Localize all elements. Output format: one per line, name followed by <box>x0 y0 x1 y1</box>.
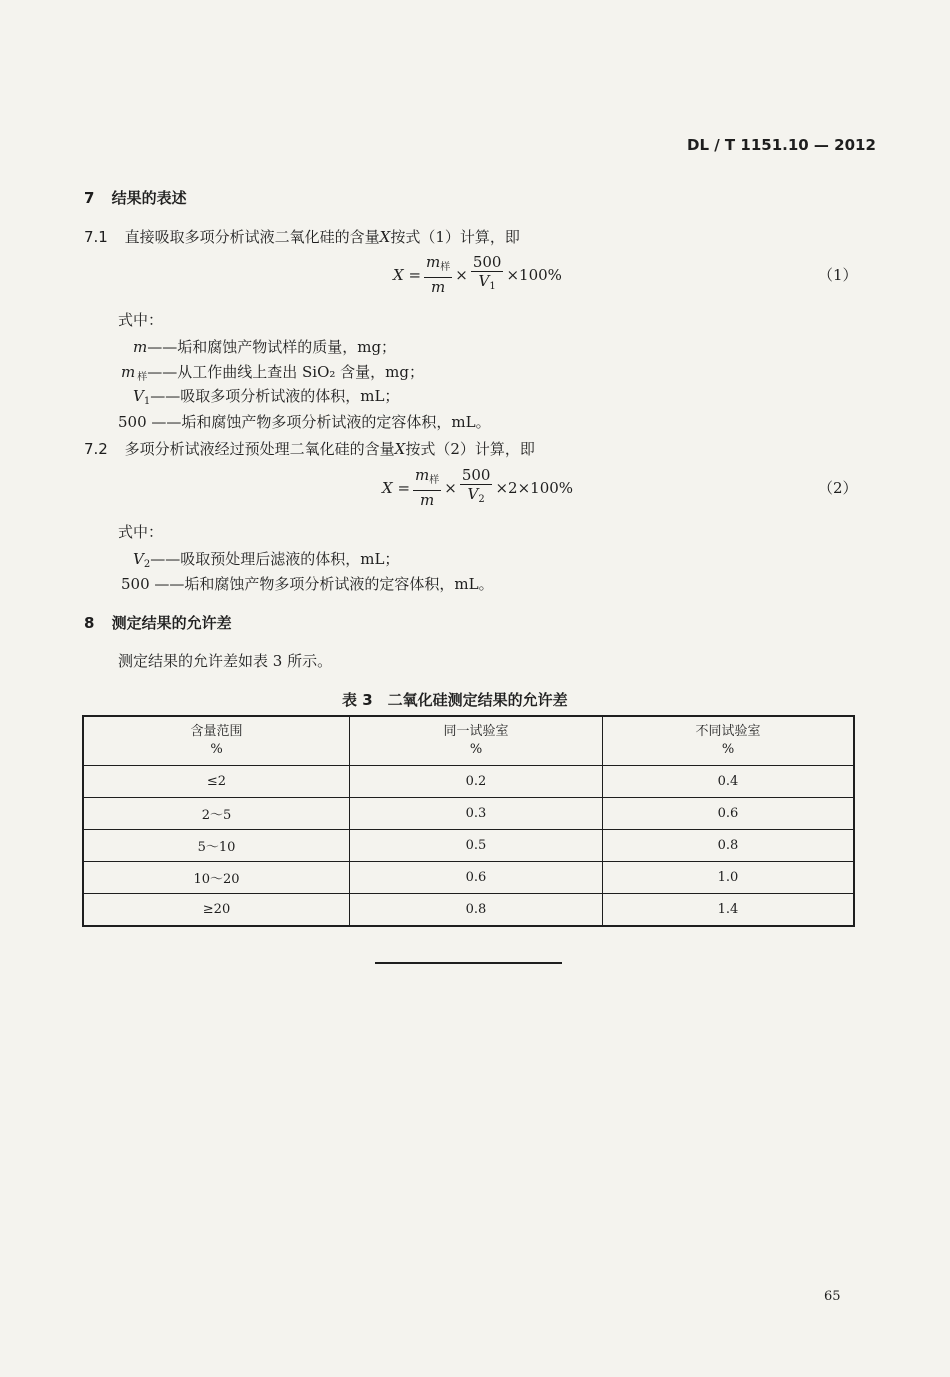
where-1-item-1 <box>133 336 396 357</box>
where-2-item-2 <box>121 573 494 594</box>
where-2-item-1-sub: 2 <box>143 559 151 570</box>
clause-7-2-text: 多项分析试液经过预处理二氧化硅的含量 <box>124 440 395 458</box>
end-of-text-rule <box>375 962 562 964</box>
where-1-item-1-desc: ——垢和腐蚀产物试样的质量，mg； <box>147 338 397 356</box>
header-label: 含量范围 <box>190 724 243 739</box>
clause-7-2-number: 7.2 <box>84 440 108 458</box>
formula-1-tail: ×100% <box>506 265 562 284</box>
where-1-item-2 <box>121 361 424 383</box>
table-cell: 0.4 <box>603 766 855 798</box>
where-2-item-2-desc: ——垢和腐蚀产物多项分析试液的定容体积，mL。 <box>149 575 494 593</box>
header-label: 不同试验室 <box>695 724 761 739</box>
formula-2-num2: 500 <box>461 466 491 484</box>
table-cell: 0.8 <box>350 894 603 927</box>
table-row <box>83 830 854 862</box>
header-label: 同一试验室 <box>443 724 509 739</box>
page-number: 65 <box>824 1289 841 1304</box>
clause-7-1-text-after: 按式（1）计算，即 <box>390 228 520 246</box>
table-cell: 5～10 <box>83 830 350 862</box>
table-header-row <box>83 716 854 766</box>
formula-2-lhs: X = <box>382 478 411 497</box>
where-1-item-3-symbol: V <box>133 387 144 405</box>
formula-2-fraction-1 <box>413 466 441 509</box>
where-1-item-2-symbol: m <box>121 363 136 381</box>
where-1-item-4-symbol: 500 <box>118 413 147 431</box>
formula-1-num2: 500 <box>472 253 502 271</box>
clause-7-1-text: 直接吸取多项分析试液二氧化硅的含量 <box>124 228 380 246</box>
clause-7-1-number: 7.1 <box>84 228 108 246</box>
where-1-item-3 <box>133 385 399 407</box>
formula-1-num1-sub: 样 <box>440 262 451 273</box>
clause-7-2 <box>84 438 535 459</box>
table-cell: 1.0 <box>603 862 855 894</box>
where-2-item-1 <box>133 548 399 570</box>
where-2-item-1-symbol: V <box>133 550 144 568</box>
formula-1-den2-sub: 1 <box>489 281 496 292</box>
section-7-number: 7 <box>84 189 95 207</box>
formula-2 <box>382 466 573 509</box>
header-unit: % <box>721 742 735 757</box>
table-cell: 0.6 <box>603 798 855 830</box>
section-7-heading <box>84 187 187 208</box>
table-cell: 0.6 <box>350 862 603 894</box>
where-2-item-2-symbol: 500 <box>121 575 150 593</box>
tolerance-table <box>82 715 855 927</box>
where-1-item-4 <box>118 411 491 432</box>
where-1-item-3-desc: ——吸取多项分析试液的体积，mL； <box>150 387 400 405</box>
table-cell: 0.2 <box>350 766 603 798</box>
table-header-cell <box>350 716 603 766</box>
formula-2-fraction-2 <box>460 466 493 509</box>
table-cell: ≥20 <box>83 894 350 927</box>
formula-1-den1: m <box>431 278 446 296</box>
formula-2-times: × <box>444 478 457 497</box>
header-unit: % <box>210 742 223 757</box>
where-1-item-3-sub: 1 <box>143 396 151 407</box>
formula-2-den1: m <box>420 491 435 509</box>
where-1-intro: 式中： <box>118 311 164 329</box>
section-8-number: 8 <box>84 614 95 632</box>
table-header-cell <box>603 716 855 766</box>
formula-2-den2: V <box>467 485 479 503</box>
clause-7-2-var: X <box>394 440 406 458</box>
table-cell: 0.5 <box>350 830 603 862</box>
table-row <box>83 766 854 798</box>
table-row <box>83 798 854 830</box>
table-cell: ≤2 <box>83 766 350 798</box>
clause-7-1 <box>84 226 520 247</box>
where-2-item-1-desc: ——吸取预处理后滤液的体积，mL； <box>150 550 400 568</box>
clause-7-1-var: X <box>379 228 391 246</box>
document-code: DL / T 1151.10 — 2012 <box>687 136 876 154</box>
where-1-item-2-desc: ——从工作曲线上查出 SiO₂ 含量，mg； <box>147 363 424 381</box>
formula-1-fraction-1 <box>424 253 452 296</box>
formula-1-lhs: X = <box>393 265 422 284</box>
table-cell: 10～20 <box>83 862 350 894</box>
header-unit: % <box>469 742 483 757</box>
table-row <box>83 862 854 894</box>
clause-7-2-text-after: 按式（2）计算，即 <box>405 440 535 458</box>
table-header-cell <box>83 716 350 766</box>
formula-2-num1: m <box>415 466 430 484</box>
where-2-intro: 式中： <box>118 523 164 541</box>
table-cell: 2～5 <box>83 798 350 830</box>
formula-1-num1: m <box>426 253 441 271</box>
formula-1-label: （1） <box>818 266 858 284</box>
formula-2-label: （2） <box>818 479 858 497</box>
section-7-title: 结果的表述 <box>111 189 187 207</box>
table-row <box>83 894 854 927</box>
section-8-heading <box>84 612 232 633</box>
formula-1-times: × <box>455 265 468 284</box>
where-1-item-2-sub: 样 <box>137 372 148 383</box>
table-cell: 0.3 <box>350 798 603 830</box>
table-cell: 1.4 <box>603 894 855 927</box>
formula-2-num1-sub: 样 <box>429 475 440 486</box>
formula-2-tail: ×2×100% <box>495 478 574 497</box>
formula-1-den2: V <box>478 272 490 290</box>
table-caption: 表 3 二氧化硅测定结果的允许差 <box>342 691 568 709</box>
section-8-body: 测定结果的允许差如表 3 所示。 <box>118 652 333 670</box>
where-1-item-1-symbol: m <box>133 338 148 356</box>
formula-2-den2-sub: 2 <box>478 494 485 505</box>
table-cell: 0.8 <box>603 830 855 862</box>
section-8-title: 测定结果的允许差 <box>111 614 232 632</box>
formula-1 <box>393 253 562 296</box>
formula-1-fraction-2 <box>471 253 504 296</box>
where-1-item-4-desc: ——垢和腐蚀产物多项分析试液的定容体积，mL。 <box>146 413 491 431</box>
